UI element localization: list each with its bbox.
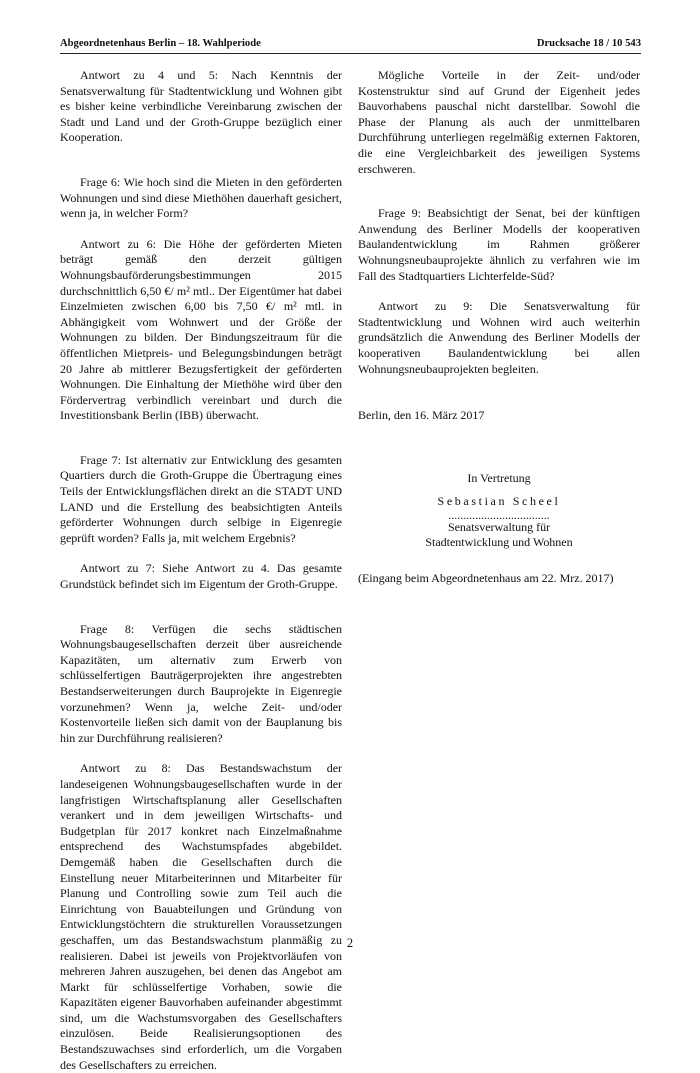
answer-6: Antwort zu 6: Die Höhe der geförderten Mieten beträgt gemäß den derzeit gültigen Wohnungsbauförderungsbestimmungen 2015 durchschnittlich 6,50 €/ m² mtl.. Der Eigentümer hat dabei Einzelmieten zwischen 6,00 bis 7,50 €/ m² mtl. in Abhängigkeit vom Wohnwert und der Größe der Wohnungen zu bilden. Der Bindungszeitraum für die öffentlichen Mietpreis- und Belegungsbindungen beträgt 20 Jahre ab mittlerer Bezugsfertigkeit der geförderten Wohnungen. Die Einhaltung der Miethöhe wird über den Fördervertrag verbindlich vereinbart und durch die Investitionsbank Berlin (IBB) überwacht. xyxy=(60,236,342,423)
header-rule xyxy=(60,53,641,54)
question-9: Frage 9: Beabsichtigt der Senat, bei der künftigen Anwendung des Berliner Modells der kooperativen Baulandentwicklung im Rahmen größerer Wohnungsneubauprojekte ähnlich zu verfahren wie im Fall des Stadtquartiers Lichterfelde-Süd? xyxy=(358,206,640,283)
header-document-number: Drucksache 18 / 10 543 xyxy=(536,38,641,49)
answer-8: Antwort zu 8: Das Bestandswachstum der landeseigenen Wohnungsbaugesellschaften wurde in der langfristigen Wirtschaftsplanung aller Gesellschaften verankert und in dem jeweiligen Wirtschafts- und Budgetplan für 2017 konkret nach Einzelmaßnahme entsprechend des Wachstumspfades abgebildet. Demgemäß haben die Gesellschaften durch die Einstellung neuer Mitarbeiterinnen und Mitarbeiter für Planung und Controlling sowie zum Teil auch die Einrichtung von Bauabteilungen und Gründung von Entwicklungstöchtern die strukturellen Voraussetzungen geschaffen, um das Bestandswachstum planmäßig zu realisieren. Dabei ist jeweils von Projektvorläufen von mehreren Jahren auszugehen, bei denen das Angebot am Markt für schlüsselfertige Vorhaben, sowie die Kapazitäten eigener Bauvorhaben aufeinander abgestimmt sind, um die Wachstumsvorgaben des Gesellschafters einzulösen. Beide Realisierungsoptionen des Bestandszuwachses sind erforderlich, um die Vorgaben des Gesellschafters zu erreichen. xyxy=(60,761,342,1072)
question-6: Frage 6: Wie hoch sind die Mieten in den geförderten Wohnungen und sind diese Miethöhen dauerhaft gesichert, wenn ja, in welcher Form? xyxy=(60,174,342,221)
in-vertretung: In Vertretung xyxy=(467,470,531,485)
place-date: Berlin, den 16. März 2017 xyxy=(358,408,485,423)
question-7: Frage 7: Ist alternativ zur Entwicklung des gesamten Quartiers durch die Groth-Gruppe die Übertragung eines Teils der Entwicklungsflächen direkt an die STADT UND LAND und die Erstellung des beabsichtigten Anteils geförderter Wohnungen durch selbige in Eigenregie geprüft worden? Falls ja, mit welchem Ergebnis? xyxy=(60,452,342,545)
page-header xyxy=(60,38,641,54)
header-parliament-title: Abgeordnetenhaus Berlin – 18. Wahlperiode xyxy=(60,38,261,49)
answer-9: Antwort zu 9: Die Senatsverwaltung für Stadtentwicklung und Wohnen wird auch weiterhin grundsätzlich die Anwendung des Berliner Modells der kooperativen Baulandentwicklung bei allen Wohnungsneubauprojekten begleiten. xyxy=(358,299,640,376)
signer-name: Sebastian Scheel xyxy=(437,494,561,509)
answer-8-continued: Mögliche Vorteile in der Zeit- und/oder Kostenstruktur sind auf Grund der Eigenheit jedes Bauvorhabens pauschal nicht darstellbar. Sowohl die Phase der Planung als auch der unmittelbaren Durchführung unterliegen regelmäßig externen Faktoren, die eine Vergleichbarkeit des jeweiligen Systems erschweren. xyxy=(358,68,640,176)
question-8: Frage 8: Verfügen die sechs städtischen Wohnungsbaugesellschaften derzeit über ausreichende Kapazitäten, um alternativ zum Erwerb von schlüsselfertigen Bauträgerprojekten ihre angestrebten Bestandserweiterungen durch Bauprojekte in Eigenregie vorzunehmen? Wenn ja, welche Zeit- und/oder Kostenvorteile ließen sich damit von der Bauplanung bis hin zur Durchführung realisieren? xyxy=(60,621,342,745)
office-line-1: Senatsverwaltung für xyxy=(447,519,551,534)
received-note: (Eingang beim Abgeordnetenhaus am 22. Mrz. 2017) xyxy=(358,571,614,586)
office-line-2: Stadtentwicklung und Wohnen xyxy=(425,535,573,550)
left-column xyxy=(60,68,342,1073)
answer-4-5: Antwort zu 4 und 5: Nach Kenntnis der Senatsverwaltung für Stadtentwicklung und Wohnen gibt es bisher keine verbindliche Vereinbarung zwischen der Stadt und Land und der Groth-Gruppe bezüglich einer Kooperation. xyxy=(60,68,342,145)
answer-7: Antwort zu 7: Siehe Antwort zu 4. Das gesamte Grundstück befindet sich im Eigentum der Groth-Gruppe. xyxy=(60,561,342,592)
signature-dots: .................................. xyxy=(448,507,550,522)
page-number: 2 xyxy=(346,936,354,950)
right-column xyxy=(358,68,640,587)
